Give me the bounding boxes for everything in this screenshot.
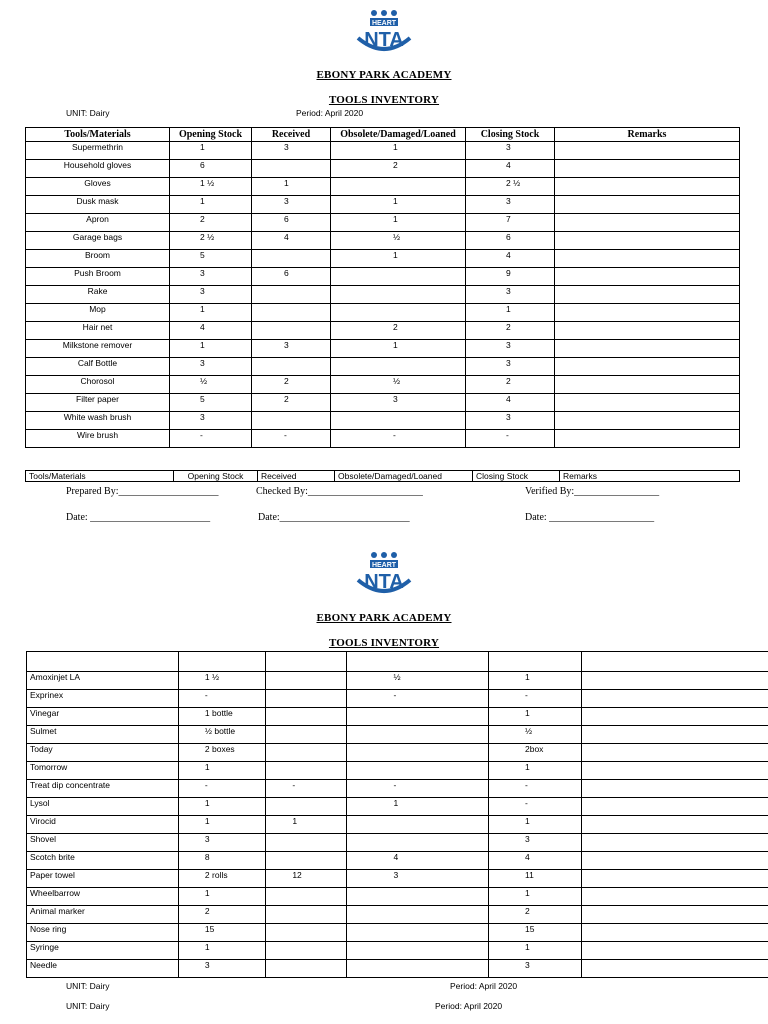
item-value — [581, 708, 768, 726]
item-name: Lysol — [27, 798, 179, 816]
column-header: Remarks — [555, 128, 740, 142]
checked-by: Checked By:_______________________ — [256, 486, 423, 497]
item-value: 1 — [488, 888, 581, 906]
item-name: Paper towel — [27, 870, 179, 888]
unit-label-3: UNIT: Dairy — [66, 1001, 110, 1011]
item-value: 9 — [466, 268, 555, 286]
table-row — [27, 942, 768, 960]
item-value: 2 — [466, 376, 555, 394]
inventory-table-2 — [26, 651, 768, 978]
column-header: Received — [252, 128, 331, 142]
item-value: 1 — [488, 708, 581, 726]
item-value — [581, 924, 768, 942]
item-name: Exprinex — [27, 690, 179, 708]
item-value: 2 — [252, 376, 331, 394]
item-value — [252, 412, 331, 430]
table-row — [27, 870, 768, 888]
item-value — [331, 178, 466, 196]
table-row — [27, 690, 768, 708]
table-row — [27, 672, 768, 690]
item-value: 1 — [488, 942, 581, 960]
table-row — [27, 798, 768, 816]
item-value: ½ — [488, 726, 581, 744]
item-value: 3 — [466, 340, 555, 358]
item-value: 3 — [252, 340, 331, 358]
item-value: ½ — [347, 672, 489, 690]
item-value — [555, 178, 740, 196]
item-value — [555, 196, 740, 214]
item-value — [555, 358, 740, 376]
item-name: Push Broom — [26, 268, 170, 286]
logo-top-text: HEART — [371, 20, 397, 27]
item-value — [555, 430, 740, 448]
item-value: 2 boxes — [178, 744, 265, 762]
item-value: 4 — [466, 160, 555, 178]
item-value: 1 ½ — [178, 672, 265, 690]
item-value: 4 — [466, 250, 555, 268]
table-row — [26, 412, 740, 430]
footer-column-header: Obsolete/Damaged/Loaned — [335, 471, 473, 482]
table-row — [27, 888, 768, 906]
item-value: - — [347, 780, 489, 798]
table-row — [27, 906, 768, 924]
table-row — [27, 744, 768, 762]
table-row — [27, 762, 768, 780]
table-row — [26, 340, 740, 358]
item-name: Wire brush — [26, 430, 170, 448]
item-name: Chorosol — [26, 376, 170, 394]
item-value: - — [488, 798, 581, 816]
blank-header-row — [27, 652, 768, 672]
inventory-footer-header — [25, 470, 740, 482]
item-name: Tomorrow — [27, 762, 179, 780]
item-name: Today — [27, 744, 179, 762]
table-row — [26, 304, 740, 322]
item-name: Apron — [26, 214, 170, 232]
item-name: Filter paper — [26, 394, 170, 412]
logo-main-text: NTA — [364, 29, 404, 51]
column-header: Opening Stock — [170, 128, 252, 142]
school-name-2: EBONY PARK ACADEMY — [316, 612, 452, 624]
blank-cell — [488, 652, 581, 672]
item-value: 1 — [178, 762, 265, 780]
item-value — [555, 286, 740, 304]
item-value — [347, 762, 489, 780]
item-value: 1 — [170, 304, 252, 322]
item-value: 2 — [170, 214, 252, 232]
item-value: 3 — [252, 142, 331, 160]
logo-main-text: NTA — [364, 571, 404, 593]
item-value: 2 — [331, 322, 466, 340]
item-value: 1 — [331, 340, 466, 358]
item-value: ½ — [170, 376, 252, 394]
item-value: 1 — [178, 816, 265, 834]
date-checked: Date:__________________________ — [258, 512, 410, 523]
item-value — [347, 888, 489, 906]
item-name: Rake — [26, 286, 170, 304]
heart-nta-logo-2 — [352, 550, 416, 602]
item-value — [555, 376, 740, 394]
item-name: Broom — [26, 250, 170, 268]
item-value — [266, 762, 347, 780]
item-value: 1 — [266, 816, 347, 834]
item-value — [266, 708, 347, 726]
table-row — [27, 834, 768, 852]
item-value: - — [178, 780, 265, 798]
item-value: 1 bottle — [178, 708, 265, 726]
item-value: 1 — [488, 672, 581, 690]
item-name: Mop — [26, 304, 170, 322]
item-value — [347, 816, 489, 834]
item-value — [331, 358, 466, 376]
item-value: 1 — [170, 142, 252, 160]
table-row — [26, 142, 740, 160]
item-value: 2 ½ — [466, 178, 555, 196]
item-value: - — [178, 690, 265, 708]
item-value — [252, 304, 331, 322]
item-value: 6 — [466, 232, 555, 250]
table-row — [26, 394, 740, 412]
item-value: 1 — [178, 888, 265, 906]
item-name: Calf Bottle — [26, 358, 170, 376]
table-row — [27, 852, 768, 870]
item-value: 3 — [488, 960, 581, 978]
period-label-3: Period: April 2020 — [435, 1001, 503, 1011]
blank-cell — [347, 652, 489, 672]
item-value — [555, 340, 740, 358]
item-name: Vinegar — [27, 708, 179, 726]
table-row — [26, 232, 740, 250]
item-value: 3 — [466, 196, 555, 214]
item-value — [581, 870, 768, 888]
item-value: 7 — [466, 214, 555, 232]
item-value — [266, 834, 347, 852]
item-value: 6 — [170, 160, 252, 178]
item-value: 5 — [170, 394, 252, 412]
document-title-2: TOOLS INVENTORY — [328, 637, 440, 649]
item-value — [581, 906, 768, 924]
item-value: 5 — [170, 250, 252, 268]
item-value — [581, 762, 768, 780]
item-value — [266, 726, 347, 744]
item-value — [581, 960, 768, 978]
date-prepared: Date: ________________________ — [66, 512, 211, 523]
item-value: 1 — [331, 142, 466, 160]
item-name: Needle — [27, 960, 179, 978]
item-value: 1 — [331, 250, 466, 268]
item-value — [347, 906, 489, 924]
table-row — [26, 178, 740, 196]
item-name: Animal marker — [27, 906, 179, 924]
date-verified: Date: _____________________ — [525, 512, 655, 523]
item-value — [252, 250, 331, 268]
item-value: 1 — [488, 816, 581, 834]
table-row — [26, 358, 740, 376]
item-value — [331, 268, 466, 286]
verified-by: Verified By:_________________ — [525, 486, 660, 497]
item-value: 4 — [347, 852, 489, 870]
table-row — [26, 160, 740, 178]
item-value: 4 — [488, 852, 581, 870]
item-value: 11 — [488, 870, 581, 888]
item-value: 2 — [178, 906, 265, 924]
period-label-2: Period: April 2020 — [450, 981, 518, 991]
item-value: 15 — [488, 924, 581, 942]
item-value — [347, 708, 489, 726]
item-value — [555, 214, 740, 232]
item-name: White wash brush — [26, 412, 170, 430]
inventory-table-1 — [25, 127, 740, 448]
prepared-by: Prepared By:____________________ — [66, 486, 219, 497]
item-value: - — [466, 430, 555, 448]
footer-column-header: Remarks — [560, 471, 740, 482]
item-value: - — [252, 430, 331, 448]
item-value: - — [170, 430, 252, 448]
item-value — [555, 412, 740, 430]
item-value: 3 — [170, 286, 252, 304]
document-title: TOOLS INVENTORY — [328, 94, 440, 106]
item-value: 3 — [178, 960, 265, 978]
table-row — [27, 816, 768, 834]
table-row — [26, 430, 740, 448]
item-value: 1 — [170, 340, 252, 358]
item-value: ½ bottle — [178, 726, 265, 744]
item-value: 1 — [178, 798, 265, 816]
item-name: Wheelbarrow — [27, 888, 179, 906]
item-value: 3 — [170, 268, 252, 286]
item-name: Supermethrin — [26, 142, 170, 160]
item-value — [581, 780, 768, 798]
item-value: - — [488, 690, 581, 708]
item-value — [581, 816, 768, 834]
item-value — [347, 960, 489, 978]
item-value: 4 — [466, 394, 555, 412]
item-value: 1 — [331, 214, 466, 232]
item-value — [347, 924, 489, 942]
item-value: - — [331, 430, 466, 448]
item-value — [555, 322, 740, 340]
item-value — [347, 726, 489, 744]
blank-cell — [581, 652, 768, 672]
item-value: 4 — [252, 232, 331, 250]
item-value: 2 — [466, 322, 555, 340]
item-name: Syringe — [27, 942, 179, 960]
table-row — [26, 286, 740, 304]
item-value — [555, 304, 740, 322]
item-value: 3 — [170, 412, 252, 430]
item-value — [347, 744, 489, 762]
column-header: Obsolete/Damaged/Loaned — [331, 128, 466, 142]
item-value: 6 — [252, 214, 331, 232]
item-value — [266, 888, 347, 906]
item-value: 3 — [178, 834, 265, 852]
logo-top-text: HEART — [371, 562, 397, 569]
item-value: ½ — [331, 232, 466, 250]
item-value: 3 — [466, 286, 555, 304]
item-value — [581, 852, 768, 870]
item-value: 2 rolls — [178, 870, 265, 888]
item-value — [266, 960, 347, 978]
item-value — [252, 322, 331, 340]
item-value: 1 — [178, 942, 265, 960]
item-value: 3 — [331, 394, 466, 412]
footer-column-header: Tools/Materials — [26, 471, 174, 482]
item-value: 3 — [252, 196, 331, 214]
item-value: 12 — [266, 870, 347, 888]
table-row — [27, 780, 768, 798]
item-name: Virocid — [27, 816, 179, 834]
item-name: Garage bags — [26, 232, 170, 250]
item-value: 8 — [178, 852, 265, 870]
item-value — [581, 744, 768, 762]
item-value — [252, 286, 331, 304]
table-row — [26, 322, 740, 340]
item-name: Milkstone remover — [26, 340, 170, 358]
item-value: 4 — [170, 322, 252, 340]
item-value — [266, 672, 347, 690]
item-value — [581, 726, 768, 744]
item-value: 1 ½ — [170, 178, 252, 196]
item-value — [266, 744, 347, 762]
table-row — [26, 196, 740, 214]
heart-nta-logo — [352, 8, 416, 60]
blank-cell — [178, 652, 265, 672]
item-value: 15 — [178, 924, 265, 942]
item-value: ½ — [331, 376, 466, 394]
table-row — [27, 960, 768, 978]
item-value — [266, 906, 347, 924]
item-value: 1 — [466, 304, 555, 322]
item-value: 1 — [331, 196, 466, 214]
item-value — [331, 412, 466, 430]
item-value — [266, 798, 347, 816]
item-value: 6 — [252, 268, 331, 286]
item-value — [555, 160, 740, 178]
item-value: 1 — [347, 798, 489, 816]
item-name: Gloves — [26, 178, 170, 196]
item-value — [331, 286, 466, 304]
item-value: 2 — [252, 394, 331, 412]
unit-label-2: UNIT: Dairy — [66, 981, 110, 991]
item-value — [581, 942, 768, 960]
item-value: 2 — [488, 906, 581, 924]
table-row — [26, 376, 740, 394]
table-row — [26, 250, 740, 268]
item-value: 2 ½ — [170, 232, 252, 250]
item-value: - — [266, 780, 347, 798]
unit-label: UNIT: Dairy — [66, 108, 110, 118]
item-value: 3 — [466, 358, 555, 376]
item-value — [331, 304, 466, 322]
footer-column-header: Opening Stock — [174, 471, 258, 482]
item-value — [555, 232, 740, 250]
item-value — [555, 394, 740, 412]
item-value — [266, 690, 347, 708]
item-value — [581, 798, 768, 816]
item-value: 3 — [466, 412, 555, 430]
item-value — [581, 834, 768, 852]
item-value: 3 — [488, 834, 581, 852]
blank-cell — [266, 652, 347, 672]
item-name: Treat dip concentrate — [27, 780, 179, 798]
item-value — [266, 942, 347, 960]
column-header: Tools/Materials — [26, 128, 170, 142]
school-name: EBONY PARK ACADEMY — [316, 69, 452, 81]
blank-cell — [27, 652, 179, 672]
item-value: 2box — [488, 744, 581, 762]
item-value — [252, 160, 331, 178]
item-value — [581, 690, 768, 708]
item-name: Dusk mask — [26, 196, 170, 214]
table-row — [26, 214, 740, 232]
table-row — [26, 268, 740, 286]
item-name: Scotch brite — [27, 852, 179, 870]
item-value: 3 — [347, 870, 489, 888]
item-value — [555, 142, 740, 160]
item-name: Hair net — [26, 322, 170, 340]
item-value — [555, 250, 740, 268]
footer-column-header: Received — [258, 471, 335, 482]
item-value: 1 — [170, 196, 252, 214]
table-row — [27, 924, 768, 942]
item-value — [266, 852, 347, 870]
item-name: Amoxinjet LA — [27, 672, 179, 690]
item-value — [347, 834, 489, 852]
item-value — [581, 888, 768, 906]
item-name: Nose ring — [27, 924, 179, 942]
table-row — [27, 726, 768, 744]
item-value: 3 — [170, 358, 252, 376]
item-value: 1 — [488, 762, 581, 780]
item-value — [555, 268, 740, 286]
item-value — [252, 358, 331, 376]
item-value: - — [488, 780, 581, 798]
item-name: Household gloves — [26, 160, 170, 178]
column-header: Closing Stock — [466, 128, 555, 142]
period-label: Period: April 2020 — [296, 108, 364, 118]
item-value — [266, 924, 347, 942]
item-value: 3 — [466, 142, 555, 160]
item-name: Sulmet — [27, 726, 179, 744]
table-row — [27, 708, 768, 726]
item-value: 2 — [331, 160, 466, 178]
item-value — [581, 672, 768, 690]
item-value: - — [347, 690, 489, 708]
item-value: 1 — [252, 178, 331, 196]
item-value — [347, 942, 489, 960]
footer-column-header: Closing Stock — [473, 471, 560, 482]
item-name: Shovel — [27, 834, 179, 852]
